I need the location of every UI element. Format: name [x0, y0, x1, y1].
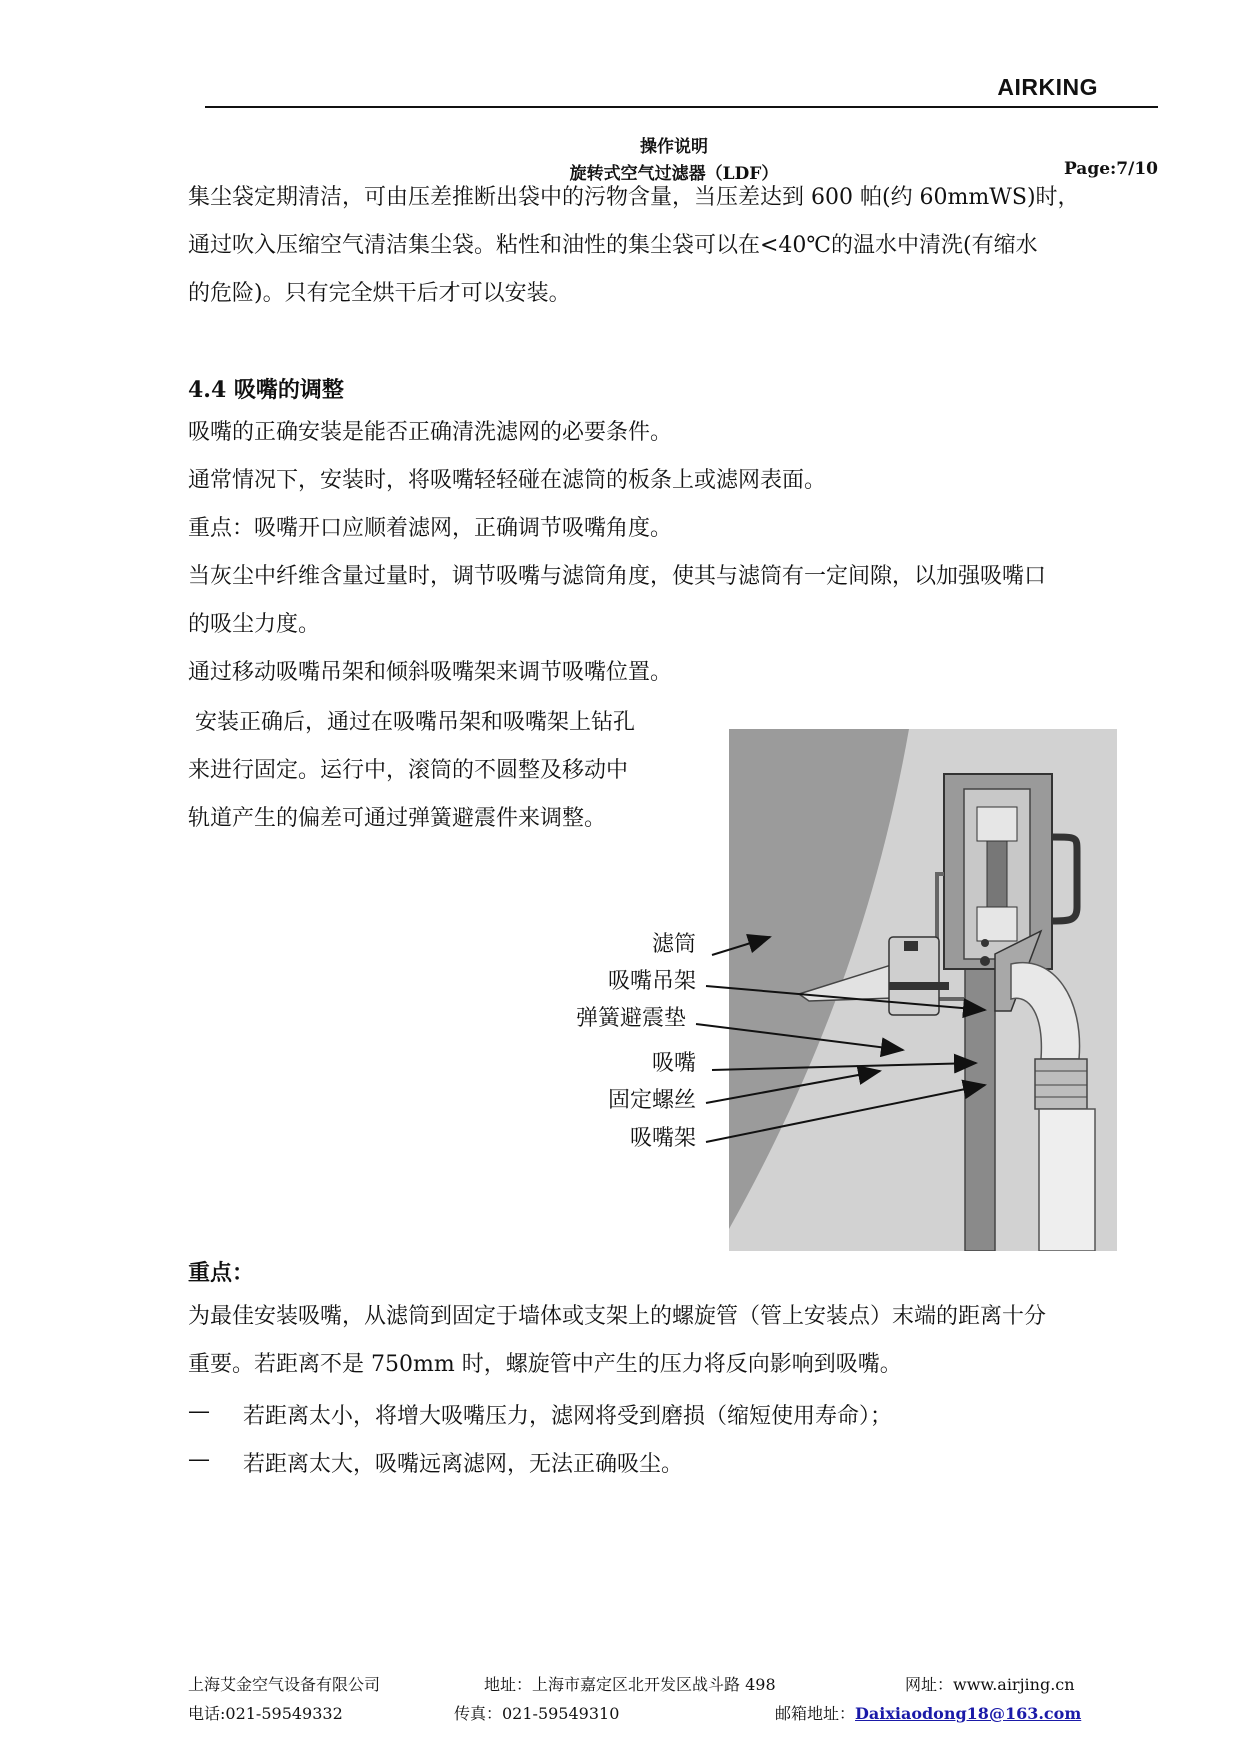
footer-email-label: 邮箱地址： — [775, 1704, 856, 1723]
footer-website[interactable]: 网址：www.airjing.cn — [905, 1675, 1075, 1694]
section-line-9: 轨道产生的偏差可通过弹簧避震件来调整。 — [188, 806, 607, 831]
section-line-2: 通常情况下，安装时，将吸嘴轻轻碰在滤筒的板条上或滤网表面。 — [188, 468, 827, 493]
section-line-6: 通过移动吸嘴吊架和倾斜吸嘴架来调节吸嘴位置。 — [188, 660, 673, 685]
footer-email-link[interactable]: Daixiaodong18@163.com — [855, 1704, 1082, 1723]
key-points-line-2: 重要。若距离不是 750mm 时，螺旋管中产生的压力将反向影响到吸嘴。 — [188, 1352, 902, 1377]
footer-address: 地址：上海市嘉定区北开发区战斗路 498 — [484, 1675, 776, 1694]
footer-company: 上海艾金空气设备有限公司 — [188, 1675, 381, 1694]
key-points-heading: 重点： — [188, 1260, 255, 1286]
section-line-1: 吸嘴的正确安装是能否正确清洗滤网的必要条件。 — [188, 420, 673, 445]
section-line-8: 来进行固定。运行中，滚筒的不圆整及移动中 — [188, 758, 629, 783]
label-nozzle-bracket: 吸嘴架 — [629, 1126, 696, 1151]
footer-phone: 电话:021-59549332 — [188, 1704, 343, 1723]
dash-1: — — [188, 1399, 210, 1424]
doc-title: 旋转式空气过滤器（LDF） — [569, 164, 779, 184]
footer-email-row — [775, 1701, 1081, 1724]
section-line-3: 重点：吸嘴开口应顺着滤网，正确调节吸嘴角度。 — [188, 516, 673, 541]
intro-line-2: 通过吹入压缩空气清洁集尘袋。粘性和油性的集尘袋可以在<40℃的温水中清洗(有缩水 — [188, 233, 1038, 258]
brand-name: AIRKING — [997, 74, 1098, 100]
arrow-nozzle-hanger — [706, 986, 985, 1010]
key-points-line-1: 为最佳安装吸嘴，从滤筒到固定于墙体或支架上的螺旋管（管上安装点）末端的距离十分 — [188, 1304, 1047, 1329]
label-spring-damper: 弹簧避震垫 — [575, 1006, 686, 1031]
key-points-item-2: 若距离太大，吸嘴远离滤网，无法正确吸尘。 — [243, 1452, 684, 1477]
footer-fax: 传真：021-59549310 — [454, 1704, 620, 1723]
intro-line-1: 集尘袋定期清洁，可由压差推断出袋中的污物含量，当压差达到 600 帕(约 60mmWS)时， — [188, 185, 1080, 210]
arrow-filter-drum — [712, 937, 770, 955]
intro-line-3: 的危险)。只有完全烘干后才可以安装。 — [188, 281, 571, 306]
label-fixing-screw: 固定螺丝 — [607, 1088, 696, 1113]
page-number: Page:7/10 — [1063, 159, 1158, 179]
arrow-nozzle — [712, 1063, 976, 1070]
doc-type: 操作说明 — [640, 137, 708, 157]
label-nozzle-hanger: 吸嘴吊架 — [607, 969, 696, 994]
section-line-7: 安装正确后，通过在吸嘴吊架和吸嘴架上钻孔 — [188, 710, 635, 735]
section-line-5: 的吸尘力度。 — [188, 612, 321, 637]
label-filter-drum: 滤筒 — [651, 932, 696, 957]
dash-2: — — [188, 1447, 210, 1472]
arrow-nozzle-bracket — [706, 1085, 985, 1142]
key-points-item-1: 若距离太小，将增大吸嘴压力，滤网将受到磨损（缩短使用寿命）； — [243, 1404, 893, 1429]
section-heading: 4.4 吸嘴的调整 — [188, 377, 344, 403]
arrow-spring-damper — [696, 1024, 903, 1050]
arrow-fixing-screw — [706, 1071, 880, 1103]
label-nozzle: 吸嘴 — [651, 1051, 696, 1076]
section-line-4: 当灰尘中纤维含量过量时，调节吸嘴与滤筒角度，使其与滤筒有一定间隙，以加强吸嘴口 — [188, 564, 1047, 589]
